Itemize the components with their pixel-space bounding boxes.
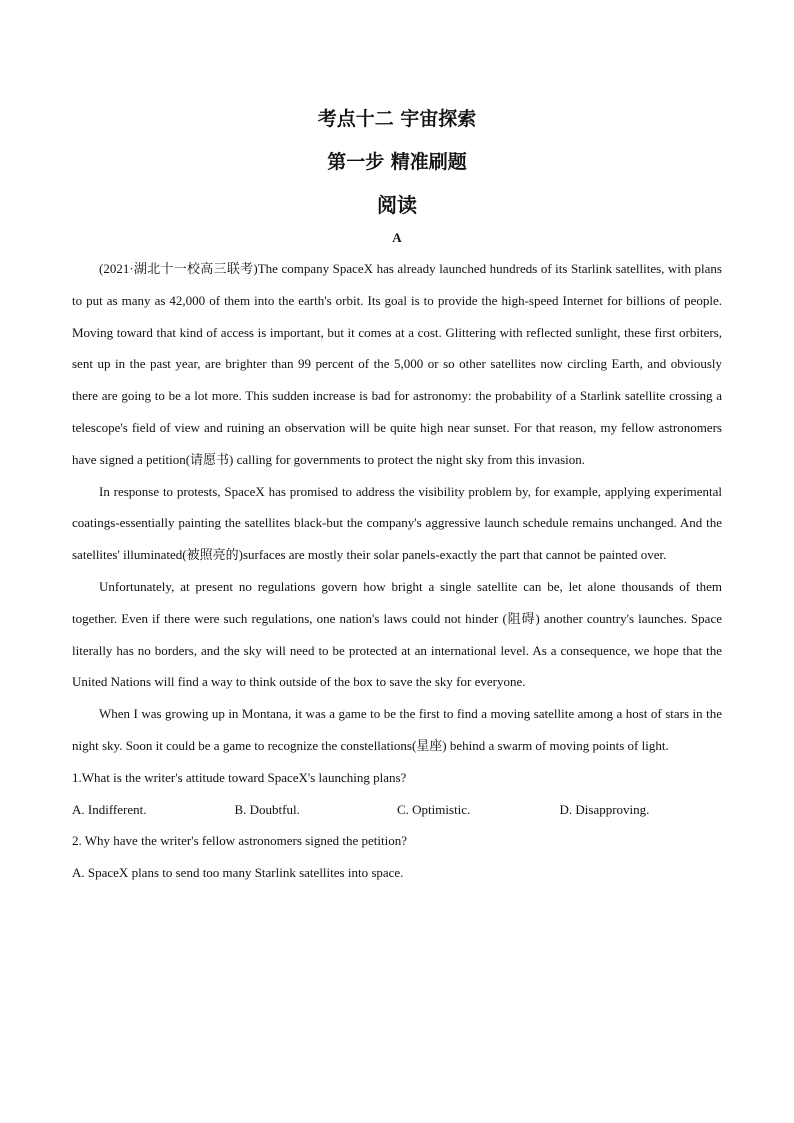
passage-paragraph-1: (2021·湖北十一校高三联考)The company SpaceX has already launched hundreds of its Starlink satellites, with plans to put as many as 42,000 of them into the earth's orbit. Its goal is to provide the high-speed Internet for billions of people. Moving toward that kind of access is important, but it comes at a cost. Glittering with reflected sunlight, these first orbiters, sent up in the past year, are brighter than 99 percent of the 5,000 or so other satellites now circling Earth, and obviously there are going to be a lot more. This sudden increase is bad for astronomy: the probability of a Starlink satellite crossing a telescope's field of view and ruining an observation will be quite high near sunset. For that reason, my fellow astronomers have signed a petition(请愿书) calling for governments to protect the night sky from this invasion. bbox=[72, 261, 722, 467]
question-1-option-d: D. Disapproving. bbox=[559, 801, 650, 817]
question-1-option-b: B. Doubtful. bbox=[234, 801, 300, 817]
question-2-option-a: A. SpaceX plans to send too many Starlink satellites into space. bbox=[72, 865, 404, 881]
passage-paragraph-3: Unfortunately, at present no regulations govern how bright a single satellite can be, let alone thousands of them together. Even if there were such regulations, one nation's laws could not hinder (阻碍) another country's launches. Space literally has no borders, and the sky will need to be protected at an international level. As a consequence, we hope that the United Nations will find a way to think outside of the box to save the sky for everyone. bbox=[72, 578, 722, 690]
question-1-options bbox=[72, 794, 722, 826]
page-title: 考点十二 宇宙探索 bbox=[317, 108, 477, 130]
passage-paragraph-2: In response to protests, SpaceX has promised to address the visibility problem by, for example, applying experimental coatings-essentially painting the satellites black-but the company's aggressive launch schedule remains unchanged. And the satellites' illuminated(被照亮的)surfaces are mostly their solar panels-exactly the part that cannot be painted over. bbox=[72, 483, 722, 563]
section-heading: 阅读 bbox=[377, 193, 417, 217]
question-1-stem: 1.What is the writer's attitude toward SpaceX's launching plans? bbox=[72, 769, 407, 785]
reading-passage bbox=[72, 253, 722, 889]
passage-label: A bbox=[392, 230, 402, 245]
step-heading: 第一步 精准刷题 bbox=[327, 151, 467, 173]
passage-paragraph-4: When I was growing up in Montana, it was a game to be the first to find a moving satellite among a host of stars in the night sky. Soon it could be a game to recognize the constellations(星座) behind a swarm of moving points of light. bbox=[72, 706, 722, 753]
question-2-stem: 2. Why have the writer's fellow astronomers signed the petition? bbox=[72, 833, 407, 849]
question-1-option-a: A. Indifferent. bbox=[72, 801, 147, 817]
question-1-option-c: C. Optimistic. bbox=[397, 801, 471, 817]
